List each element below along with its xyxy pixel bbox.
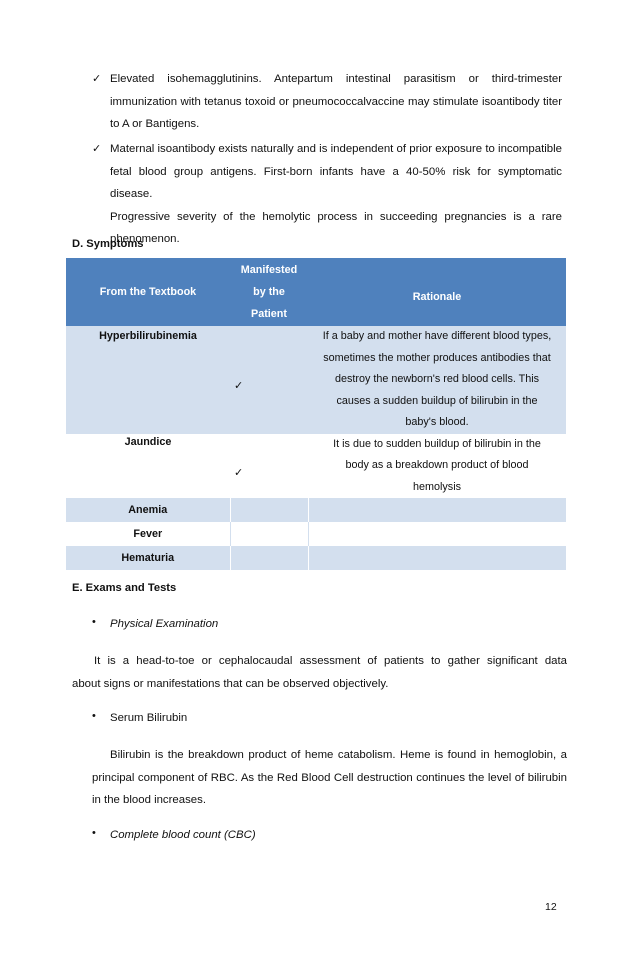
row-rationale-empty	[308, 522, 566, 546]
header-manifested	[230, 258, 308, 326]
header-manifested-line-2: by the	[253, 286, 285, 298]
row-rationale	[308, 434, 566, 499]
bullet-1-line-1: Elevated isohemagglutinins. Antepartum intestinal parasitism or third-trimester	[110, 73, 562, 85]
checkmark-icon: ✓	[234, 466, 244, 480]
row-name-jaundice: Jaundice	[124, 435, 172, 448]
symptoms-table	[66, 258, 566, 570]
paragraph-line: Bilirubin is the breakdown product of heme catabolism. Heme is found in hemoglobin, a	[110, 749, 567, 761]
paragraph-line: principal component of RBC. As the Red Blood Cell destruction continues the level of bilirubin	[92, 771, 567, 784]
exam-title-serum: Serum Bilirubin	[110, 712, 188, 724]
rationale-line: sometimes the mother produces antibodies that	[323, 351, 551, 364]
rationale-line: hemolysis	[412, 480, 461, 493]
exam-title-physical: Physical Examination	[110, 618, 219, 630]
row-name-hyperbilirubinemia: Hyperbilirubinemia	[99, 330, 197, 342]
bullet-dot-icon: •	[92, 616, 96, 628]
row-manifested-empty	[230, 522, 308, 546]
exam-serum-paragraph	[92, 744, 567, 812]
rationale-line: It is due to sudden buildup of bilirubin in the	[333, 437, 541, 450]
section-d-heading: D. Symptoms	[72, 238, 144, 250]
row-manifested-check	[230, 434, 308, 499]
bullet-2-line-3: Progressive severity of the hemolytic process in succeeding pregnancies is a rare	[110, 210, 562, 223]
header-rationale: Rationale	[412, 291, 462, 303]
row-manifested-empty	[230, 546, 308, 570]
bullet-1-line-3: to A or Bantigens.	[110, 118, 200, 130]
checkmark-icon: ✓	[92, 142, 102, 155]
table-row	[66, 498, 566, 522]
bullet-dot-icon: •	[92, 710, 96, 722]
paragraph-line: about signs or manifestations that can be observed objectively.	[72, 677, 389, 690]
table-row	[66, 326, 566, 434]
section-e-heading: E. Exams and Tests	[72, 582, 177, 594]
header-textbook: From the Textbook	[99, 286, 197, 298]
table-row	[66, 434, 566, 499]
paragraph-line: in the blood increases.	[92, 794, 206, 806]
exam-title-cbc: Complete blood count (CBC)	[110, 829, 256, 841]
checkmark-icon: ✓	[92, 72, 102, 85]
page-number: 12	[545, 901, 557, 913]
checkmark-icon: ✓	[234, 379, 244, 393]
row-name-fever: Fever	[133, 528, 163, 540]
row-rationale-empty	[308, 546, 566, 570]
row-manifested-empty	[230, 498, 308, 522]
bullet-2-line-4: phenomenon.	[110, 233, 180, 245]
header-manifested-line-3: Patient	[251, 308, 287, 320]
rationale-line: body as a breakdown product of blood	[345, 459, 529, 471]
header-manifested-line-1: Manifested	[240, 264, 298, 276]
check-bullet-1	[92, 68, 562, 136]
table-header-row	[66, 258, 566, 326]
exam-physical-paragraph	[72, 650, 567, 695]
table-row	[66, 522, 566, 546]
rationale-line: causes a sudden buildup of bilirubin in the	[336, 394, 538, 407]
row-rationale	[308, 326, 566, 434]
row-name-anemia: Anemia	[128, 504, 168, 516]
check-bullet-2	[92, 138, 562, 251]
bullet-2-line-1: Maternal isoantibody exists naturally and is independent of prior exposure to incompatible	[110, 143, 562, 155]
bullet-1-line-2: immunization with tetanus toxoid or pneumococcalvaccine may stimulate isoantibody titer	[110, 95, 562, 108]
table-row	[66, 546, 566, 570]
rationale-line: baby's blood.	[405, 416, 469, 428]
rationale-line: destroy the newborn's red blood cells. This	[334, 373, 540, 385]
rationale-line: If a baby and mother have different blood types,	[322, 330, 552, 342]
row-rationale-empty	[308, 498, 566, 522]
row-manifested-check	[230, 326, 308, 434]
bullet-2-line-2: fetal blood group antigens. First-born infants have a 40-50% risk for symptomatic disease.	[110, 165, 562, 200]
bullet-dot-icon: •	[92, 827, 96, 839]
row-name-hematuria: Hematuria	[121, 552, 175, 564]
paragraph-line: It is a head-to-toe or cephalocaudal assessment of patients to gather significant data	[94, 655, 567, 667]
